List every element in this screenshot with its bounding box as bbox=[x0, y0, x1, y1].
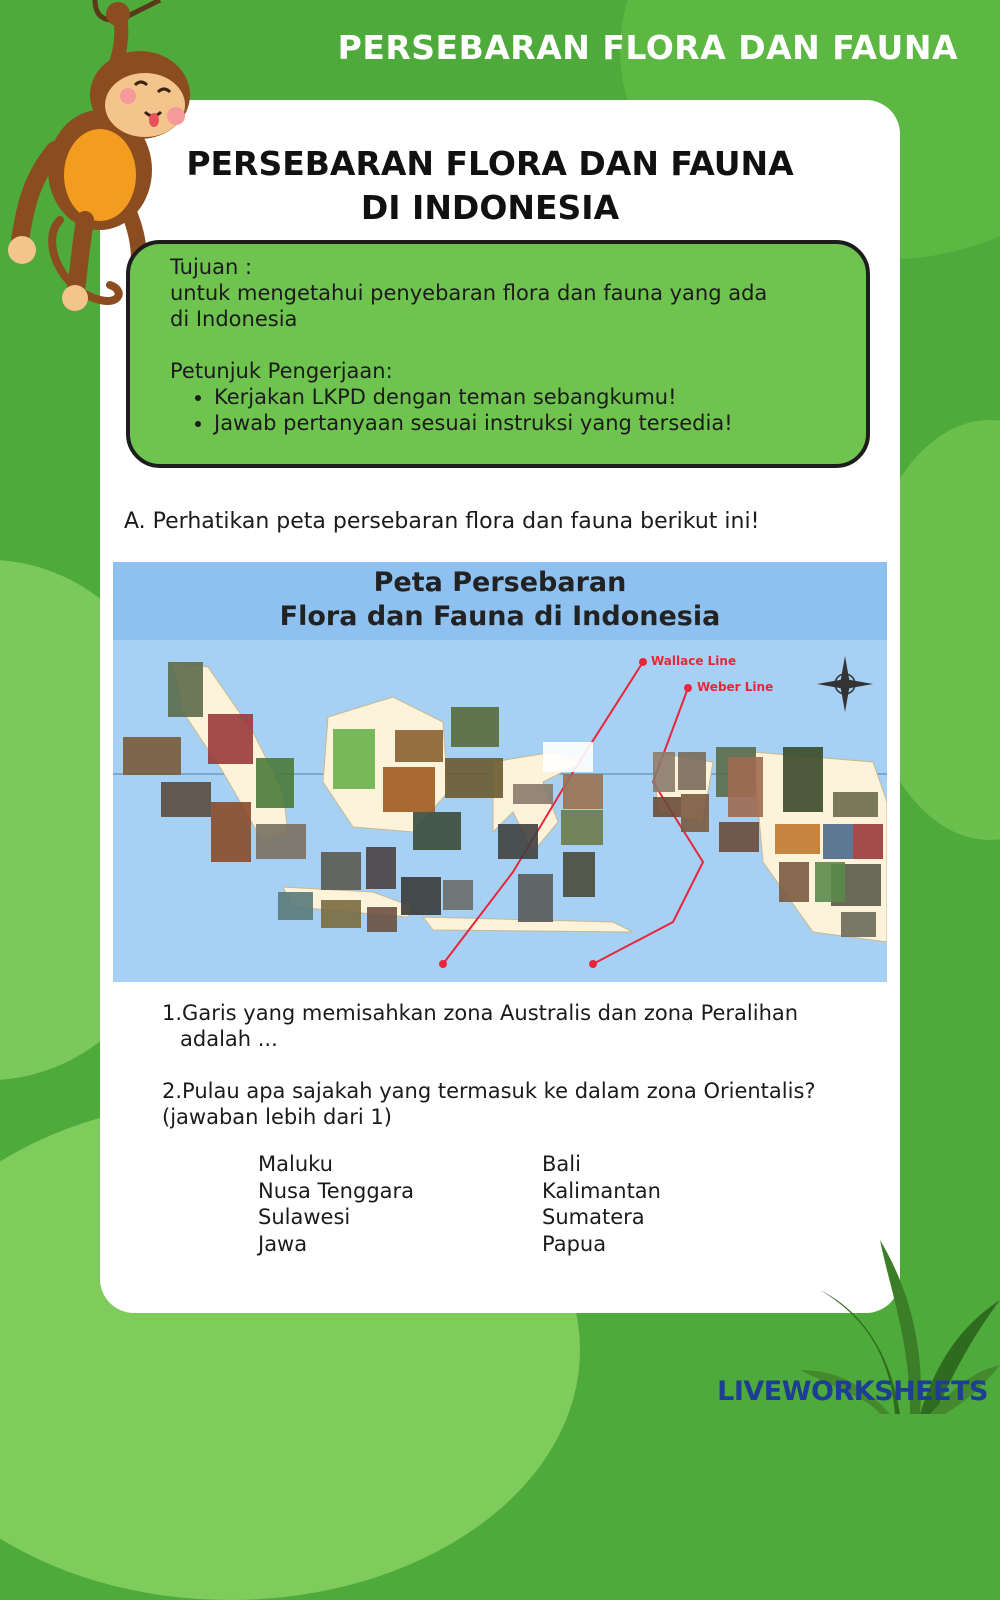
map-title-line-1: Peta Persebaran bbox=[373, 567, 627, 598]
species-photo bbox=[443, 880, 473, 910]
species-photo bbox=[256, 758, 294, 808]
compass-rose-icon bbox=[817, 656, 873, 712]
species-photo bbox=[728, 757, 763, 817]
species-photo bbox=[321, 852, 361, 890]
wallace-line-label: Wallace Line bbox=[651, 654, 737, 668]
question-list bbox=[162, 1000, 882, 1130]
species-photo bbox=[208, 714, 253, 764]
map-title-line-2: Flora dan Fauna di Indonesia bbox=[279, 601, 721, 632]
goal-instruction-box bbox=[126, 240, 870, 468]
species-photo bbox=[367, 907, 397, 932]
weber-line-label: Weber Line bbox=[697, 680, 774, 694]
species-photo bbox=[653, 752, 675, 792]
species-photo bbox=[256, 824, 306, 859]
species-photo bbox=[543, 742, 593, 772]
instruction-item: • Jawab pertanyaan sesuai instruksi yang tersedia! bbox=[214, 410, 826, 436]
answer-choice[interactable]: Bali bbox=[542, 1152, 581, 1176]
species-photo bbox=[161, 782, 211, 817]
question-text: Garis yang memisahkan zona Australis dan zona Peralihan bbox=[182, 1001, 799, 1025]
section-a-heading: A. Perhatikan peta persebaran flora dan fauna berikut ini! bbox=[124, 509, 760, 534]
species-photo bbox=[833, 792, 878, 817]
species-photo bbox=[518, 874, 553, 922]
species-photo bbox=[563, 774, 603, 809]
species-photo bbox=[395, 730, 443, 762]
tujuan-text-line-2: di Indonesia bbox=[170, 307, 298, 331]
species-photo bbox=[413, 812, 461, 850]
species-photo bbox=[719, 822, 759, 852]
question-number: 2. bbox=[162, 1079, 183, 1103]
species-photo bbox=[563, 852, 595, 897]
species-photo bbox=[775, 824, 820, 854]
instruction-item: • Kerjakan LKPD dengan teman sebangkumu! bbox=[214, 384, 826, 410]
map-title bbox=[113, 562, 887, 640]
answer-choices-left bbox=[258, 1151, 414, 1257]
weber-line-marker bbox=[684, 684, 692, 692]
species-photo bbox=[451, 707, 499, 747]
species-photo bbox=[211, 802, 251, 862]
question-2 bbox=[162, 1078, 882, 1104]
species-photo bbox=[841, 912, 876, 937]
species-photo bbox=[653, 797, 681, 817]
species-photo bbox=[513, 784, 553, 804]
question-text: Pulau apa sajakah yang termasuk ke dalam zona Orientalis? bbox=[182, 1079, 816, 1103]
tujuan-text-line-1: untuk mengetahui penyebaran flora dan fauna yang ada bbox=[170, 281, 768, 305]
species-photo bbox=[383, 767, 435, 812]
header-title: PERSEBARAN FLORA DAN FAUNA bbox=[337, 28, 958, 67]
species-photo bbox=[815, 862, 845, 902]
liveworksheets-logo: LIVEWORKSHEETS bbox=[717, 1376, 988, 1407]
answer-choice[interactable]: Kalimantan bbox=[542, 1178, 661, 1203]
species-photo bbox=[853, 824, 883, 859]
answer-choice[interactable]: Maluku bbox=[258, 1152, 333, 1176]
answer-choice[interactable]: Sumatera bbox=[542, 1205, 645, 1229]
species-photo bbox=[681, 794, 709, 832]
species-photo bbox=[779, 862, 809, 902]
species-photo bbox=[278, 892, 313, 920]
species-photo bbox=[168, 662, 203, 717]
page-title-line-1: PERSEBARAN FLORA DAN FAUNA bbox=[186, 144, 794, 183]
indonesia-flora-fauna-map bbox=[113, 562, 887, 982]
species-photo bbox=[823, 824, 853, 859]
species-photo bbox=[333, 729, 375, 789]
species-photo bbox=[401, 877, 441, 915]
answer-choice[interactable]: Sulawesi bbox=[258, 1205, 351, 1229]
species-photo bbox=[498, 824, 538, 859]
question-number: 1. bbox=[162, 1001, 183, 1025]
species-photo bbox=[366, 847, 396, 889]
page-title bbox=[0, 142, 980, 230]
question-1-continued: adalah ... bbox=[180, 1027, 278, 1051]
species-photo bbox=[783, 747, 823, 812]
answer-choice[interactable]: Nusa Tenggara bbox=[258, 1178, 415, 1203]
answer-choices-right bbox=[542, 1151, 661, 1257]
species-photo bbox=[561, 810, 603, 845]
question-1 bbox=[162, 1000, 882, 1026]
species-photo bbox=[678, 752, 706, 790]
page-title-line-2: DI INDONESIA bbox=[360, 188, 620, 227]
tujuan-label: Tujuan : bbox=[170, 255, 253, 279]
species-photo bbox=[123, 737, 181, 775]
instruction-list bbox=[170, 384, 826, 436]
answer-choice[interactable]: Papua bbox=[542, 1231, 607, 1256]
answer-choice[interactable]: Jawa bbox=[258, 1231, 308, 1256]
wallace-line-marker bbox=[639, 658, 647, 666]
species-photo bbox=[445, 758, 503, 798]
petunjuk-label: Petunjuk Pengerjaan: bbox=[170, 359, 393, 383]
species-photo bbox=[321, 900, 361, 928]
question-2-continued: (jawaban lebih dari 1) bbox=[162, 1105, 392, 1129]
